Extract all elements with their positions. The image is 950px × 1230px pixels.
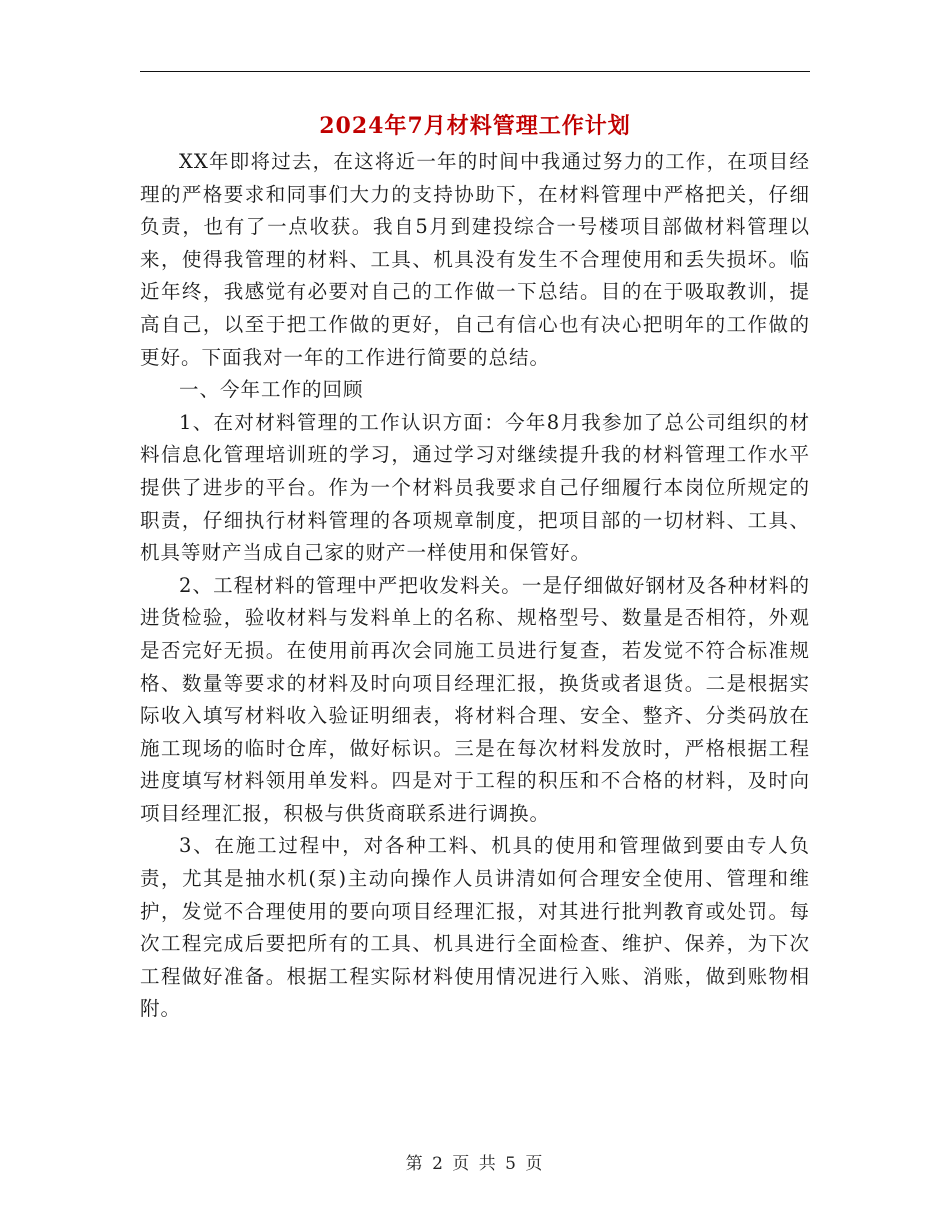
section-heading-review: 一、今年工作的回顾 [179,378,364,402]
page-number-footer: 第 2 页 共 5 页 [405,1154,545,1174]
paragraph-intro: XX年即将过去，在这将近一年的时间中我通过努力的工作，在项目经理的严格要求和同事们大力的支持协助下，在材料管理中严格把关，仔细负责，也有了一点收获。我自5月到建投综合一号楼项目部做材料管理以来，使得我管理的材料、工具、机具没有发生不合理使用和丢失损坏。临近年终，我感觉有必要对自己的工作做一下总结。目的在于吸取教训，提高自己，以至于把工作做的更好，自己有信心也有决心把明年的工作做的更好。下面我对一年的工作进行简要的总结。 [140,150,810,369]
header-rule [140,71,810,72]
paragraph-item-2: 2、工程材料的管理中严把收发料关。一是仔细做好钢材及各种材料的进货检验，验收材料与发料单上的名称、规格型号、数量是否相符，外观是否完好无损。在使用前再次会同施工员进行复查，若发觉不符合标准规格、数量等要求的材料及时向项目经理汇报，换货或者退货。二是根据实际收入填写材料收入验证明细表，将材料合理、安全、整齐、分类码放在施工现场的临时仓库，做好标识。三是在每次材料发放时，严格根据工程进度填写材料领用单发料。四是对于工程的积压和不合格的材料，及时向项目经理汇报，积极与供货商联系进行调换。 [140,573,810,825]
paragraph-item-3: 3、在施工过程中，对各种工料、机具的使用和管理做到要由专人负责，尤其是抽水机(泵)主动向操作人员讲清如何合理安全使用、管理和维护，发觉不合理使用的要向项目经理汇报，对其进行批判教育或处罚。每次工程完成后要把所有的工具、机具进行全面检查、维护、保养，为下次工程做好准备。根据工程实际材料使用情况进行入账、消账，做到账物相附。 [140,834,810,1021]
paragraph-item-1: 1、在对材料管理的工作认识方面：今年8月我参加了总公司组织的材料信息化管理培训班的学习，通过学习对继续提升我的材料管理工作水平提供了进步的平台。作为一个材料员我要求自己仔细履行本岗位所规定的职责，仔细执行材料管理的各项规章制度，把项目部的一切材料、工具、机具等财产当成自己家的财产一样使用和保管好。 [140,410,810,565]
document-body [140,146,810,1026]
document-title: 2024年7月材料管理工作计划 [319,113,631,139]
